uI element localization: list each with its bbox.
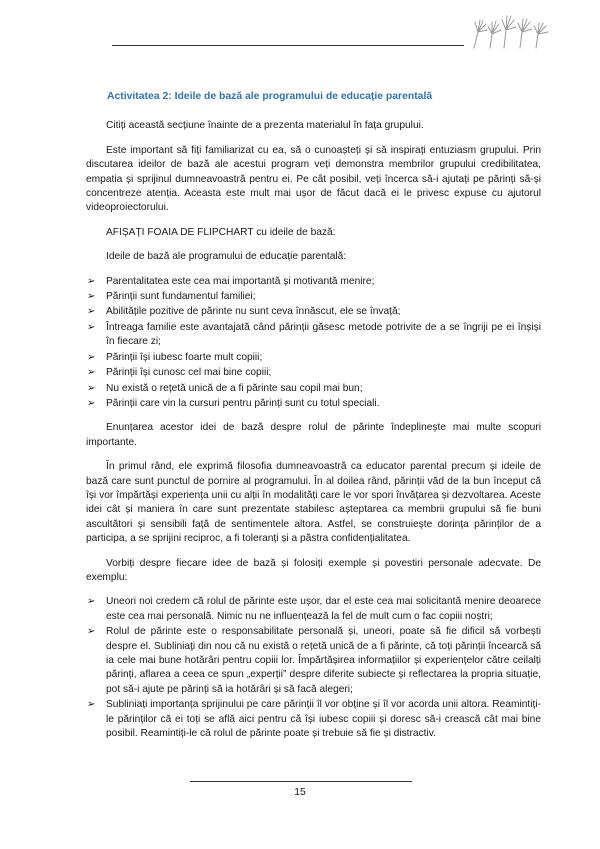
arrow-bullet-icon: ➢ <box>87 699 96 711</box>
list-item <box>86 366 541 380</box>
list-item-text: Părinții sunt fundamentul familiei; <box>106 291 256 303</box>
flipchart-instruction: AFIȘAȚI FOAIA DE FLIPCHART cu ideile de bază: <box>106 226 336 238</box>
page-content <box>86 90 541 751</box>
list-item-text: Părinții care vin la cursuri pentru părinți sunt cu totul speciali. <box>106 397 380 409</box>
examples-instruction: Vorbiți despre fiecare idee de bază și folosiți exemple și povestiri personale adecvate. De exemplu: <box>86 557 541 583</box>
intro-instruction: Citiți această secțiune înainte de a prezenta materialul în fața grupului. <box>106 120 424 132</box>
list-item <box>86 382 541 396</box>
list-item <box>86 625 541 697</box>
list-item-text: Părinții își iubesc foarte mult copiii; <box>106 351 263 363</box>
list-item-text: Părinții își cunosc cel mai bine copiii; <box>106 367 272 379</box>
list-item <box>86 275 541 289</box>
list-item-text: Abilitățile pozitive de părinte nu sunt ceva înnăscut, ele se învață; <box>106 306 401 318</box>
arrow-bullet-icon: ➢ <box>87 367 96 379</box>
page-number: 15 <box>294 787 306 798</box>
arrow-bullet-icon: ➢ <box>87 382 96 394</box>
list-item <box>86 698 541 741</box>
footer-line <box>190 781 412 782</box>
activity-title: Activitatea 2: Ideile de bază ale programului de educație parentală <box>107 91 433 102</box>
list-item-text: Parentalitatea este cea mai importantă și motivantă menire; <box>106 275 375 287</box>
list-item <box>86 595 541 624</box>
intro-paragraph: Este important să fiți familiarizat cu ea, să o cunoașteți și să inspirați entuziasm grupului. Prin discutarea ideilor de bază ale acestui program veți demonstra membrilor grupului credibilitatea, empatia și sprijinul dumneavoastră pentru ei. Pe cât posibil, veți încerca să-i ajutați pe părinți să-și concentreze atenția. Aceasta este mult mai ușor de făcut dacă ei le privesc expuse cu ajutorul videoproiectorului. <box>86 144 541 214</box>
examples-list <box>86 595 541 741</box>
core-ideas-list <box>86 275 541 412</box>
list-item-text: Întreaga familie este avantajată când părinții găsesc metode potrivite de a se îngriji pe ei înșiși în fiecare zi; <box>106 321 541 348</box>
list-item-text: Rolul de părinte este o responsabilitate personală și, uneori, poate să fie dificil să vorbești despre el. Subliniați din nou că nu există o rețetă unică de a fi părinte, că toți părinții încearcă să ia cele mai bune hotărâri pentru copiii lor. Împărtășirea informațiilor și experiențelor către ceilalți părinți, aflarea a ceea ce spun „experții” despre diferite subiecte și reflectarea la propria situație, pot să-i ajute pe părinți să ia hotărâri și să facă alegeri; <box>106 626 541 695</box>
raised-hands-logo-icon <box>470 8 552 50</box>
arrow-bullet-icon: ➢ <box>87 291 96 303</box>
list-item <box>86 305 541 319</box>
arrow-bullet-icon: ➢ <box>87 626 96 638</box>
list-intro: Ideile de bază ale programului de educație parentală: <box>106 251 347 263</box>
header-line <box>112 45 464 46</box>
statement-paragraph: Enunțarea acestor idei de bază despre rolul de părinte îndeplinește mai multe scopuri importante. <box>86 422 541 448</box>
list-item <box>86 351 541 365</box>
arrow-bullet-icon: ➢ <box>87 351 96 363</box>
arrow-bullet-icon: ➢ <box>87 306 96 318</box>
list-item-text: Nu există o rețetă unică de a fi părinte sau copil mai bun; <box>106 382 363 394</box>
arrow-bullet-icon: ➢ <box>87 275 96 287</box>
arrow-bullet-icon: ➢ <box>87 397 96 409</box>
list-item <box>86 321 541 350</box>
list-item <box>86 290 541 304</box>
arrow-bullet-icon: ➢ <box>87 321 96 333</box>
list-item <box>86 397 541 411</box>
list-item-text: Subliniați importanța sprijinului pe care părinții îl vor obține și îl vor acorda unii altora. Reamintiți-le părinților că ei toți se află aici pentru că își iubesc copiii și doresc să-i crească cât mai bine posibil. Reamintiți-le că rolul de părinte poate și trebuie să fie și distractiv. <box>106 699 541 740</box>
purpose-paragraph: În primul rând, ele exprimă filosofia dumneavoastră ca educator parental precum și ideile de bază care sunt punctul de pornire al programului. În al doilea rând, părinții văd de la bun început că își vor împărtăși experiența unii cu alții în modalități care le vor spori învățarea și dezvoltarea. Aceste idei cât și maniera în care sunt prezentate stabilesc așteptarea ca membrii grupului să fie buni ascultători și sensibili față de sentimentele altora. Astfel, se construiește dorința părinților de a participa, a se sprijini reciproc, a fi toleranți și a păstra confidențialitatea. <box>86 461 541 545</box>
list-item-text: Uneori noi credem că rolul de părinte este ușor, dar el este cea mai solicitantă menire deoarece este cea mai personală. Nimic nu ne influențează la fel de mult cum o fac copiii noștri; <box>106 596 541 622</box>
arrow-bullet-icon: ➢ <box>87 596 96 608</box>
